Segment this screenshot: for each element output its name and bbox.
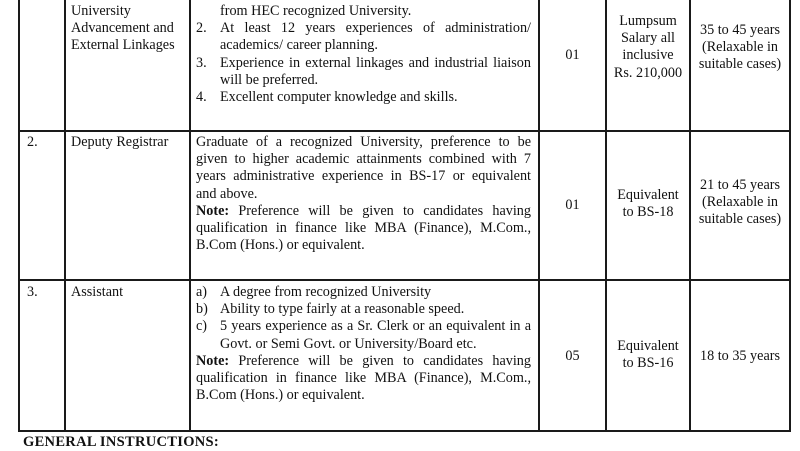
requirements [196,3,531,106]
post-title-line: External Linkages [71,37,175,54]
requirement-note: Note: Preference will be given to candidates having qualification in finance like MBA (Finance), M.Com., B.Com (Hons.) or equivalent. [196,352,531,404]
requirements [196,134,531,254]
positions-count: 05 [565,348,580,364]
requirement-item: 4. Excellent computer knowledge and skills. [196,89,458,106]
requirement-item: 2. At least 12 years experiences of administration/ academics/ career planning. [196,20,531,54]
requirements [196,284,531,404]
age-limit: 21 to 45 years (Relaxable in suitable cases) [698,177,782,228]
age-limit: 35 to 45 years (Relaxable in suitable cases) [698,22,782,73]
requirement-note: Note: Preference will be given to candidates having qualification in finance like MBA (Finance), M.Com., B.Com (Hons.) or equivalent. [196,202,531,254]
table-row [0,0,800,130]
row-serial: 2. [27,134,38,150]
requirement-item: a) A degree from recognized University [196,284,432,300]
positions-count: 01 [565,47,580,63]
pay-scale: Lumpsum Salary all inclusive Rs. 210,000 [613,13,683,81]
requirement-item: 3. Experience in external linkages and industrial liaison will be preferred. [196,54,531,88]
table-row [0,131,800,279]
post-title-line: University [71,3,131,19]
pay-scale: Equivalent to BS-16 [617,338,679,372]
table-row [0,281,800,430]
age-limit: 18 to 35 years [700,348,780,364]
post-title: Deputy Registrar [71,134,169,150]
general-instructions-heading: GENERAL INSTRUCTIONS: [23,434,220,450]
requirement-text: Graduate of a recognized University, preference to be given to higher academic attainments combined with 7 years administrative experience in BS-17 or equivalent and above. [196,134,531,202]
requirement-continuation: from HEC recognized University. [220,3,412,19]
positions-count: 01 [565,197,580,213]
row-serial: 3. [27,284,38,300]
requirement-item: b) Ability to type fairly at a reasonable speed. [196,301,465,318]
pay-scale: Equivalent to BS-18 [617,187,679,221]
post-title-line: Advancement and [71,20,174,37]
post-title: Assistant [71,284,124,300]
post-title [71,3,187,55]
requirement-item: c) 5 years experience as a Sr. Clerk or an equivalent in a Govt. or Semi Govt. or University/Board etc. [196,318,531,352]
table-border-bottom [18,430,791,432]
